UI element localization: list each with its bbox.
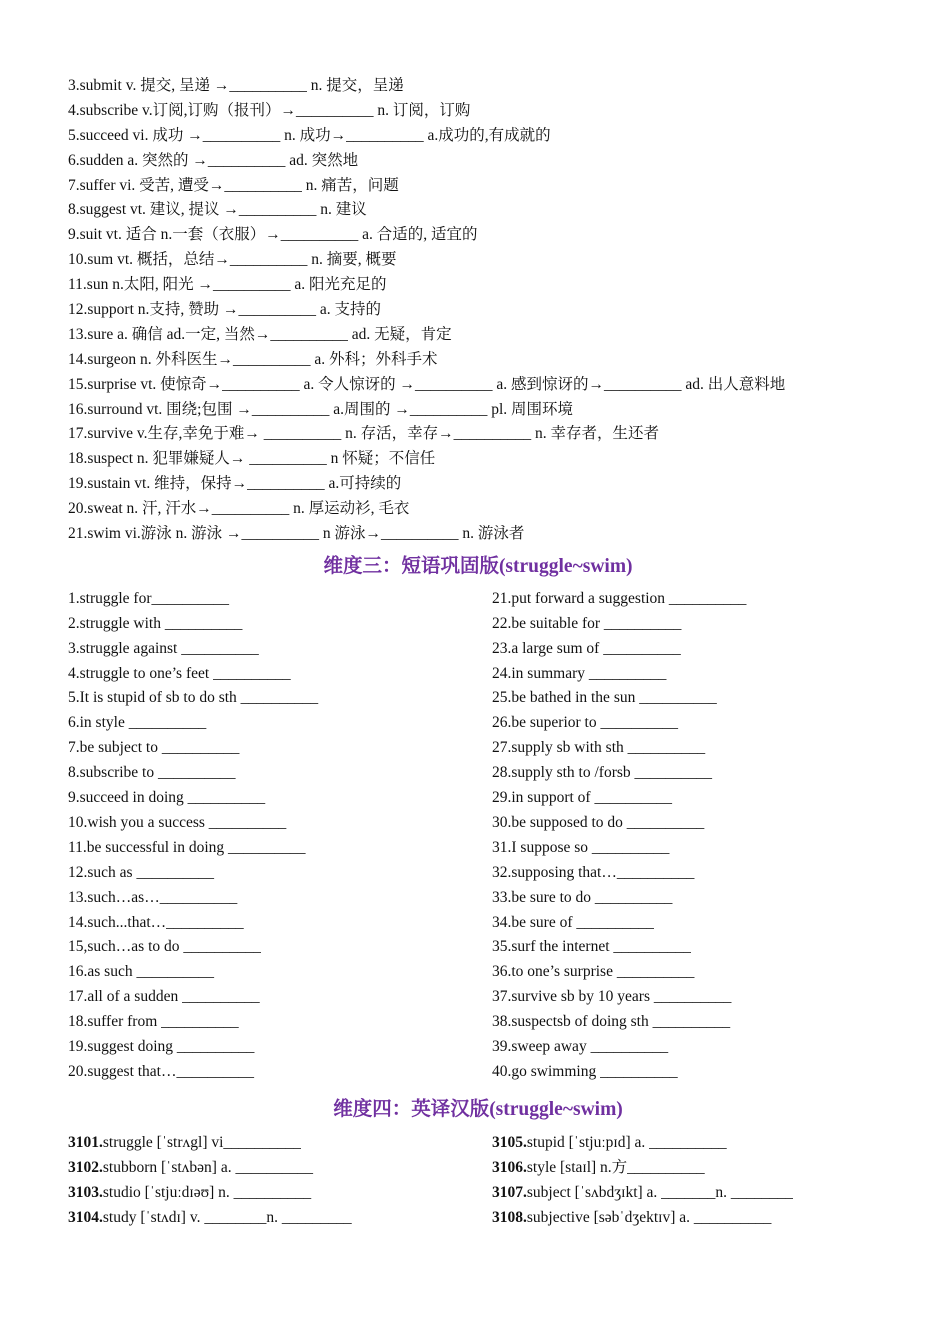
vocab-number: 3101.: [68, 1133, 103, 1151]
phrase-column-right: [492, 587, 888, 1085]
phrase-item: 6.in style __________: [68, 714, 207, 732]
vocab-text: stupid [ˈstjuːpɪd] a. __________: [526, 1133, 727, 1151]
word-form-line-21: 21.swim vi.游泳 n. 游泳 →__________ n 游泳→__________ n. 游泳者: [68, 525, 525, 543]
phrase-item: 37.survive sb by 10 years __________: [492, 988, 732, 1006]
phrase-item: 7.be subject to __________: [68, 739, 240, 757]
vocab-text: style [staɪl] n.方__________: [526, 1158, 705, 1176]
vocab-item: [492, 1130, 888, 1155]
phrase-item: 15,such…as to do __________: [68, 938, 261, 956]
vocab-number: 3103.: [68, 1183, 103, 1201]
phrase-item: 32.supposing that…__________: [492, 863, 695, 881]
vocab-column-right: [492, 1130, 888, 1230]
phrase-item: 2.struggle with __________: [68, 614, 243, 632]
word-form-line-20: 20.sweat n. 汗, 汗水→__________ n. 厚运动衫, 毛衣: [68, 500, 410, 518]
vocab-text: subjective [səbˈdʒektɪv] a. __________: [526, 1208, 772, 1226]
phrase-item: 23.a large sum of __________: [492, 639, 681, 657]
phrase-item: 30.be supposed to do __________: [492, 813, 705, 831]
vocab-number: 3107.: [492, 1183, 527, 1201]
word-form-line-5: 5.succeed vi. 成功 →__________ n. 成功→__________ a.成功的,有成就的: [68, 126, 551, 144]
phrase-item: 26.be superior to __________: [492, 714, 678, 732]
vocab-item: [68, 1155, 492, 1180]
word-form-line-6: 6.sudden a. 突然的 →__________ ad. 突然地: [68, 151, 359, 169]
phrase-item: 3.struggle against __________: [68, 639, 259, 657]
vocab-item: [68, 1130, 492, 1155]
vocab-number: 3106.: [492, 1158, 527, 1176]
phrase-item: 36.to one’s surprise __________: [492, 963, 695, 981]
phrase-item: 38.suspectsb of doing sth __________: [492, 1013, 731, 1031]
vocab-item: [68, 1180, 492, 1205]
phrase-item: 39.sweep away __________: [492, 1037, 669, 1055]
phrase-item: 19.suggest doing __________: [68, 1037, 255, 1055]
phrase-item: 20.suggest that…__________: [68, 1062, 254, 1080]
section-4-title: 维度四：英译汉版(struggle~swim): [333, 1098, 623, 1120]
vocab-text: studio [ˈstjuːdɪəʊ] n. __________: [102, 1183, 312, 1201]
phrase-item: 18.suffer from __________: [68, 1013, 239, 1031]
word-form-line-3: 3.submit v. 提交, 呈递 →__________ n. 提交，呈递: [68, 77, 404, 94]
word-form-line-12: 12.support n.支持, 赞助 →__________ a. 支持的: [68, 301, 382, 319]
phrase-item: 22.be suitable for __________: [492, 614, 682, 632]
section-2-word-forms: [68, 74, 888, 547]
vocab-column-left: [68, 1130, 492, 1230]
phrase-item: 9.succeed in doing __________: [68, 789, 266, 807]
phrase-item: 21.put forward a suggestion __________: [492, 589, 747, 607]
worksheet-page: [68, 74, 888, 1230]
word-form-line-15: 15.surprise vt. 使惊奇→__________ a. 令人惊讶的 →__________ a. 感到惊讶的→__________ ad. 出人意料地: [68, 375, 786, 393]
phrase-item: 27.supply sb with sth __________: [492, 739, 706, 757]
vocab-item: [492, 1180, 888, 1205]
vocab-number: 3105.: [492, 1133, 527, 1151]
phrase-item: 33.be sure to do __________: [492, 888, 673, 906]
section-3-title: 维度三：短语巩固版(struggle~swim): [323, 555, 633, 577]
vocab-item: [492, 1155, 888, 1180]
vocab-text: stubborn [ˈstʌbən] a. __________: [102, 1158, 313, 1176]
vocab-text: subject [ˈsʌbdʒɪkt] a. _______n. ________: [526, 1183, 793, 1201]
phrase-item: 12.such as __________: [68, 863, 214, 881]
phrase-item: 16.as such __________: [68, 963, 214, 981]
word-form-line-11: 11.sun n.太阳, 阳光 →__________ a. 阳光充足的: [68, 276, 387, 294]
phrase-item: 8.subscribe to __________: [68, 764, 236, 782]
phrase-item: 1.struggle for__________: [68, 589, 230, 607]
phrase-item: 17.all of a sudden __________: [68, 988, 260, 1006]
word-form-line-16: 16.surround vt. 围绕;包围 →__________ a.周围的 →__________ pl. 周围环境: [68, 400, 574, 418]
word-form-line-9: 9.suit vt. 适合 n.一套（衣服）→__________ a. 合适的, 适宜的: [68, 226, 478, 244]
word-form-line-19: 19.sustain vt. 维持，保持→__________ a.可持续的: [68, 475, 402, 493]
vocab-item: [492, 1205, 888, 1230]
phrase-item: 40.go swimming __________: [492, 1062, 678, 1080]
word-form-line-4: 4.subscribe v.订阅,订购（报刊）→__________ n. 订阅，订购: [68, 101, 471, 119]
word-form-line-14: 14.surgeon n. 外科医生→__________ a. 外科；外科手术: [68, 350, 438, 368]
vocab-number: 3104.: [68, 1208, 103, 1226]
vocab-number: 3108.: [492, 1208, 527, 1226]
phrase-item: 10.wish you a success __________: [68, 813, 287, 831]
phrase-item: 29.in support of __________: [492, 789, 672, 807]
phrase-item: 35.surf the internet __________: [492, 938, 691, 956]
phrase-item: 31.I suppose so __________: [492, 838, 670, 856]
phrase-item: 11.be successful in doing __________: [68, 838, 306, 856]
word-form-line-10: 10.sum vt. 概括，总结→__________ n. 摘要, 概要: [68, 251, 397, 269]
phrase-item: 13.such…as…__________: [68, 888, 238, 906]
phrase-item: 14.such...that…__________: [68, 913, 244, 931]
phrase-item: 24.in summary __________: [492, 664, 667, 682]
phrase-column-left: [68, 587, 492, 1085]
word-form-line-13: 13.sure a. 确信 ad.一定, 当然→__________ ad. 无疑，肯定: [68, 325, 452, 343]
word-form-line-8: 8.suggest vt. 建议, 提议 →__________ n. 建议: [68, 201, 367, 219]
vocab-item: [68, 1205, 492, 1230]
vocab-text: study [ˈstʌdɪ] v. ________n. _________: [102, 1208, 352, 1226]
phrase-item: 25.be bathed in the sun __________: [492, 689, 717, 707]
word-form-line-17: 17.survive v.生存,幸免于难→ __________ n. 存活，幸存→__________ n. 幸存者，生还者: [68, 425, 659, 443]
vocab-text: struggle [ˈstrʌgl] vi__________: [102, 1133, 301, 1151]
section-4-vocab-grid: [68, 1130, 888, 1230]
vocab-number: 3102.: [68, 1158, 103, 1176]
phrase-item: 34.be sure of __________: [492, 913, 654, 931]
phrase-item: 4.struggle to one’s feet __________: [68, 664, 291, 682]
phrase-item: 28.supply sth to /forsb __________: [492, 764, 713, 782]
phrase-item: 5.It is stupid of sb to do sth __________: [68, 689, 319, 707]
section-3-phrase-grid: [68, 587, 888, 1085]
word-form-line-7: 7.suffer vi. 受苦, 遭受→__________ n. 痛苦，问题: [68, 176, 399, 194]
word-form-line-18: 18.suspect n. 犯罪嫌疑人→ __________ n 怀疑；不信任: [68, 450, 436, 468]
